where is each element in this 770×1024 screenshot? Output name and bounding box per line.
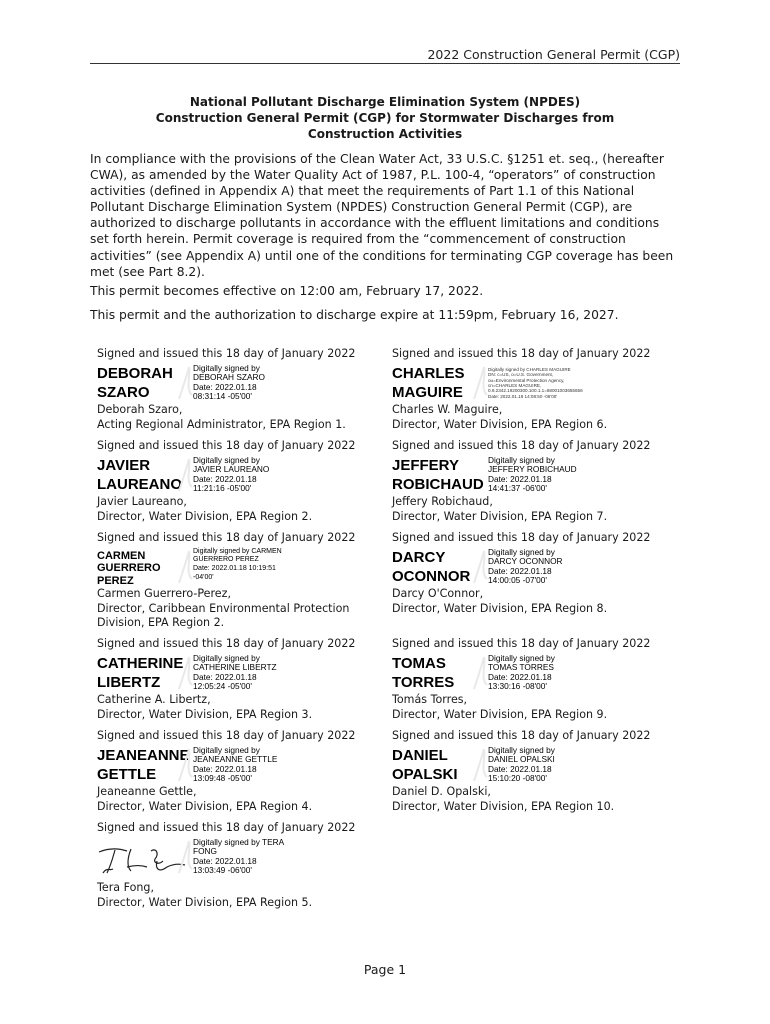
sig-name-line: LAUREANO bbox=[97, 475, 182, 493]
sig-name-line: JAVIER bbox=[97, 456, 151, 474]
signature-metadata bbox=[193, 746, 277, 784]
meta-line: 14:41:37 -06'00' bbox=[488, 483, 547, 494]
signer-name: Daniel D. Opalski, bbox=[392, 784, 491, 798]
digital-signature bbox=[392, 547, 677, 587]
signed-label: Signed and issued this 18 day of January 2022 bbox=[392, 439, 651, 452]
title-line-1: National Pollutant Discharge Elimination System (NPDES) bbox=[189, 95, 581, 109]
meta-line: Digitally signed by CARMEN bbox=[193, 547, 282, 555]
meta-line: Date: 2022.01.18 bbox=[193, 763, 257, 774]
meta-line: DARCY OCONNOR bbox=[488, 556, 563, 567]
meta-line: -04'00' bbox=[193, 573, 214, 581]
pdf-signature-icon bbox=[175, 839, 195, 875]
pdf-signature-icon bbox=[175, 747, 195, 783]
signature-block-oconnor bbox=[392, 531, 677, 616]
meta-line: cn=CHARLES MAGUIRE, bbox=[488, 383, 542, 389]
signature-block-opalski bbox=[392, 729, 677, 814]
digital-signature bbox=[97, 837, 382, 881]
meta-line: Date: 2022.01.18 10:19:51 bbox=[193, 564, 276, 572]
meta-line: Digitally signed by bbox=[193, 652, 260, 663]
signature-metadata bbox=[488, 746, 555, 784]
digital-signature bbox=[97, 455, 382, 495]
sig-name-line: CHARLES bbox=[392, 364, 465, 382]
signer-name: Tera Fong, bbox=[97, 880, 154, 894]
digital-signature bbox=[392, 653, 677, 693]
sig-name-line: MAGUIRE bbox=[392, 383, 463, 401]
sig-name-line: SZARO bbox=[97, 383, 150, 401]
meta-line: Digitally signed by bbox=[488, 454, 555, 465]
sig-name-line: DARCY bbox=[392, 548, 446, 566]
signer-name: Catherine A. Libertz, bbox=[97, 692, 211, 706]
signature-name bbox=[392, 746, 458, 784]
meta-line: GUERRERO PEREZ bbox=[193, 556, 259, 564]
signature-block-robichaud bbox=[392, 439, 677, 524]
expiration-date: This permit and the authorization to discharge expire at 11:59pm, February 16, 2027. bbox=[90, 308, 619, 322]
pdf-signature-icon bbox=[175, 365, 195, 401]
meta-line: 12:05:24 -05'00' bbox=[193, 681, 252, 692]
signer-title: Acting Regional Administrator, EPA Region 1. bbox=[97, 417, 346, 431]
digital-signature bbox=[97, 653, 382, 693]
signature-block-fong bbox=[97, 821, 382, 910]
title-line-2: Construction General Permit (CGP) for Stormwater Discharges from bbox=[155, 111, 615, 125]
intro-paragraph: In compliance with the provisions of the Clean Water Act, 33 U.S.C. §1251 et. seq., (hereafter CWA), as amended by the Water Quality Act of 1987, P.L. 100-4, “operators” of construction activities (defined in Appendix A) that meet the requirements of Part 1.1 of this National Pollutant Discharge Elimination System (NPDES) Construction General Permit (CGP), are authorized to discharge pollutants in accordance with the effluent limitations and conditions set forth herein. Permit coverage is required from the “commencement of construction activities” (see Appendix A) until one of the conditions for terminating CGP coverage has been met (see Part 8.2). bbox=[90, 152, 674, 279]
running-header: 2022 Construction General Permit (CGP) bbox=[427, 47, 680, 62]
signer-title: Director, Water Division, EPA Region 5. bbox=[97, 895, 313, 909]
title-line-3: Construction Activities bbox=[307, 127, 463, 141]
page-number: Page 1 bbox=[363, 962, 407, 977]
signature-metadata bbox=[193, 654, 277, 692]
meta-line: JEFFERY ROBICHAUD bbox=[488, 464, 577, 475]
signer-name: Javier Laureano, bbox=[97, 494, 187, 508]
meta-line: 13:03:49 -06'00' bbox=[193, 865, 252, 876]
signature-name bbox=[392, 456, 484, 494]
signer-title: Director, Water Division, EPA Region 10. bbox=[392, 799, 615, 813]
meta-line: Digitally signed by bbox=[488, 652, 555, 663]
signature-metadata bbox=[193, 364, 265, 402]
signed-label: Signed and issued this 18 day of January 2022 bbox=[392, 347, 651, 360]
meta-line: Date: 2022.01.18 bbox=[193, 473, 257, 484]
signature-block-laureano bbox=[97, 439, 382, 524]
signature-block-guerrero-perez bbox=[97, 531, 382, 631]
pdf-signature-icon bbox=[470, 655, 490, 691]
meta-line: Date: 2022.01.18 bbox=[488, 565, 552, 576]
sig-name-line: DANIEL bbox=[392, 746, 448, 764]
pdf-signature-icon bbox=[470, 365, 490, 401]
sig-name-line: JEANEANNE bbox=[97, 746, 190, 764]
meta-line: 15:10:20 -08'00' bbox=[488, 773, 547, 784]
signature-name bbox=[97, 550, 161, 588]
sig-name-line: GUERRERO bbox=[97, 562, 161, 575]
signed-label: Signed and issued this 18 day of January 2022 bbox=[97, 439, 356, 452]
meta-line: Date: 2022.01.18 14:08:50 -06'00' bbox=[488, 393, 558, 399]
signature-block-maguire bbox=[392, 347, 677, 432]
sig-name-line: OCONNOR bbox=[392, 567, 471, 585]
pdf-signature-icon bbox=[470, 747, 490, 783]
signature-metadata bbox=[193, 548, 282, 582]
meta-line: Digitally signed by bbox=[488, 546, 555, 557]
signature-metadata bbox=[488, 654, 555, 692]
meta-line: DEBORAH SZARO bbox=[193, 372, 265, 383]
signer-name: Darcy O'Connor, bbox=[392, 586, 484, 600]
signer-name: Jeffery Robichaud, bbox=[392, 494, 493, 508]
signer-name: Deborah Szaro, bbox=[97, 402, 183, 416]
meta-line: Digitally signed by TERA bbox=[193, 836, 285, 847]
signature-block-szaro bbox=[97, 347, 382, 432]
meta-line: Date: 2022.01.18 bbox=[193, 855, 257, 866]
signature-name bbox=[97, 654, 183, 692]
signer-title: Director, Water Division, EPA Region 4. bbox=[97, 799, 313, 813]
meta-line: JEANEANNE GETTLE bbox=[193, 754, 278, 765]
signature-name bbox=[392, 654, 454, 692]
sig-name-line: TOMAS bbox=[392, 654, 446, 672]
signature-metadata bbox=[488, 367, 583, 399]
signed-label: Signed and issued this 18 day of January 2022 bbox=[392, 729, 651, 742]
meta-line: Digitally signed by bbox=[193, 744, 260, 755]
meta-line: Digitally signed by bbox=[193, 454, 260, 465]
sig-name-line: PEREZ bbox=[97, 574, 134, 587]
header-rule bbox=[90, 63, 680, 64]
meta-line: 11:21:16 -05'00' bbox=[193, 483, 252, 494]
signed-label: Signed and issued this 18 day of January 2022 bbox=[97, 729, 356, 742]
signature-metadata bbox=[488, 548, 563, 586]
meta-line: Digitally signed by bbox=[488, 744, 555, 755]
sig-name-line: OPALSKI bbox=[392, 765, 458, 783]
signature-metadata bbox=[193, 456, 269, 494]
signature-metadata bbox=[193, 838, 284, 876]
meta-line: 0.9.2342.19200300.100.1.1=68001003655656 bbox=[488, 388, 583, 394]
meta-line: Date: 2022.01.18 bbox=[193, 381, 257, 392]
meta-line: Digitally signed by bbox=[193, 362, 260, 373]
meta-line: DN: c=US, o=U.S. Government, bbox=[488, 372, 554, 378]
signer-title: Director, Water Division, EPA Region 8. bbox=[392, 601, 608, 615]
meta-line: Date: 2022.01.18 bbox=[193, 671, 257, 682]
signer-title: Director, Water Division, EPA Region 6. bbox=[392, 417, 608, 431]
meta-line: 08:31:14 -05'00' bbox=[193, 391, 252, 402]
signed-label: Signed and issued this 18 day of January 2022 bbox=[392, 531, 651, 544]
signer-title: Director, Water Division, EPA Region 2. bbox=[97, 509, 313, 523]
digital-signature bbox=[392, 363, 677, 403]
document-title bbox=[90, 94, 680, 142]
pdf-signature-icon bbox=[175, 549, 195, 585]
meta-line: Date: 2022.01.18 bbox=[488, 671, 552, 682]
meta-line: DANIEL OPALSKI bbox=[488, 754, 555, 765]
signer-title: Director, Caribbean Environmental Protection Division, EPA Region 2. bbox=[97, 601, 350, 630]
signature-metadata bbox=[488, 456, 577, 494]
signed-label: Signed and issued this 18 day of January 2022 bbox=[97, 637, 356, 650]
signed-label: Signed and issued this 18 day of January 2022 bbox=[97, 821, 356, 834]
meta-line: CATHERINE LIBERTZ bbox=[193, 662, 277, 673]
signature-name bbox=[97, 364, 173, 402]
signature-block-torres bbox=[392, 637, 677, 722]
signed-label: Signed and issued this 18 day of January 2022 bbox=[392, 637, 651, 650]
signer-name: Charles W. Maguire, bbox=[392, 402, 503, 416]
sig-name-line: CATHERINE bbox=[97, 654, 184, 672]
signed-label: Signed and issued this 18 day of January 2022 bbox=[97, 347, 356, 360]
signer-title: Director, Water Division, EPA Region 9. bbox=[392, 707, 608, 721]
sig-name-line: CARMEN bbox=[97, 549, 146, 562]
signer-title: Director, Water Division, EPA Region 3. bbox=[97, 707, 313, 721]
effective-date: This permit becomes effective on 12:00 am, February 17, 2022. bbox=[90, 284, 484, 298]
signature-name bbox=[97, 456, 182, 494]
pdf-signature-icon bbox=[175, 457, 195, 493]
pdf-signature-icon bbox=[175, 655, 195, 691]
digital-signature bbox=[392, 455, 677, 495]
digital-signature bbox=[97, 363, 382, 403]
meta-line: Digitally signed by CHARLES MAGUIRE bbox=[488, 366, 571, 372]
signature-block-libertz bbox=[97, 637, 382, 722]
sig-name-line: GETTLE bbox=[97, 765, 157, 783]
signature-name bbox=[392, 548, 470, 586]
meta-line: TOMAS TORRES bbox=[488, 662, 554, 673]
sig-name-line: DEBORAH bbox=[97, 364, 173, 382]
signature-name bbox=[392, 364, 465, 402]
meta-line: Date: 2022.01.18 bbox=[488, 763, 552, 774]
signer-name: Carmen Guerrero-Perez, bbox=[97, 586, 231, 600]
digital-signature bbox=[392, 745, 677, 785]
meta-line: ou=Environmental Protection Agency, bbox=[488, 377, 565, 383]
meta-line: FONG bbox=[193, 846, 217, 857]
signer-name: Jeaneanne Gettle, bbox=[97, 784, 197, 798]
sig-name-line: ROBICHAUD bbox=[392, 475, 484, 493]
pdf-signature-icon bbox=[470, 549, 490, 585]
signer-name: Tomás Torres, bbox=[392, 692, 468, 706]
signer-title: Director, Water Division, EPA Region 7. bbox=[392, 509, 608, 523]
sig-name-line: JEFFERY bbox=[392, 456, 459, 474]
meta-line: 13:09:48 -05'00' bbox=[193, 773, 252, 784]
sig-name-line: TORRES bbox=[392, 673, 455, 691]
signature-block-gettle bbox=[97, 729, 382, 814]
meta-line: JAVIER LAUREANO bbox=[193, 464, 270, 475]
digital-signature bbox=[97, 745, 382, 785]
meta-line: 14:00:05 -07'00' bbox=[488, 575, 547, 586]
digital-signature bbox=[97, 547, 382, 587]
sig-name-line: LIBERTZ bbox=[97, 673, 161, 691]
meta-line: 13:30:16 -08'00' bbox=[488, 681, 547, 692]
meta-line: Date: 2022.01.18 bbox=[488, 473, 552, 484]
signed-label: Signed and issued this 18 day of January 2022 bbox=[97, 531, 356, 544]
